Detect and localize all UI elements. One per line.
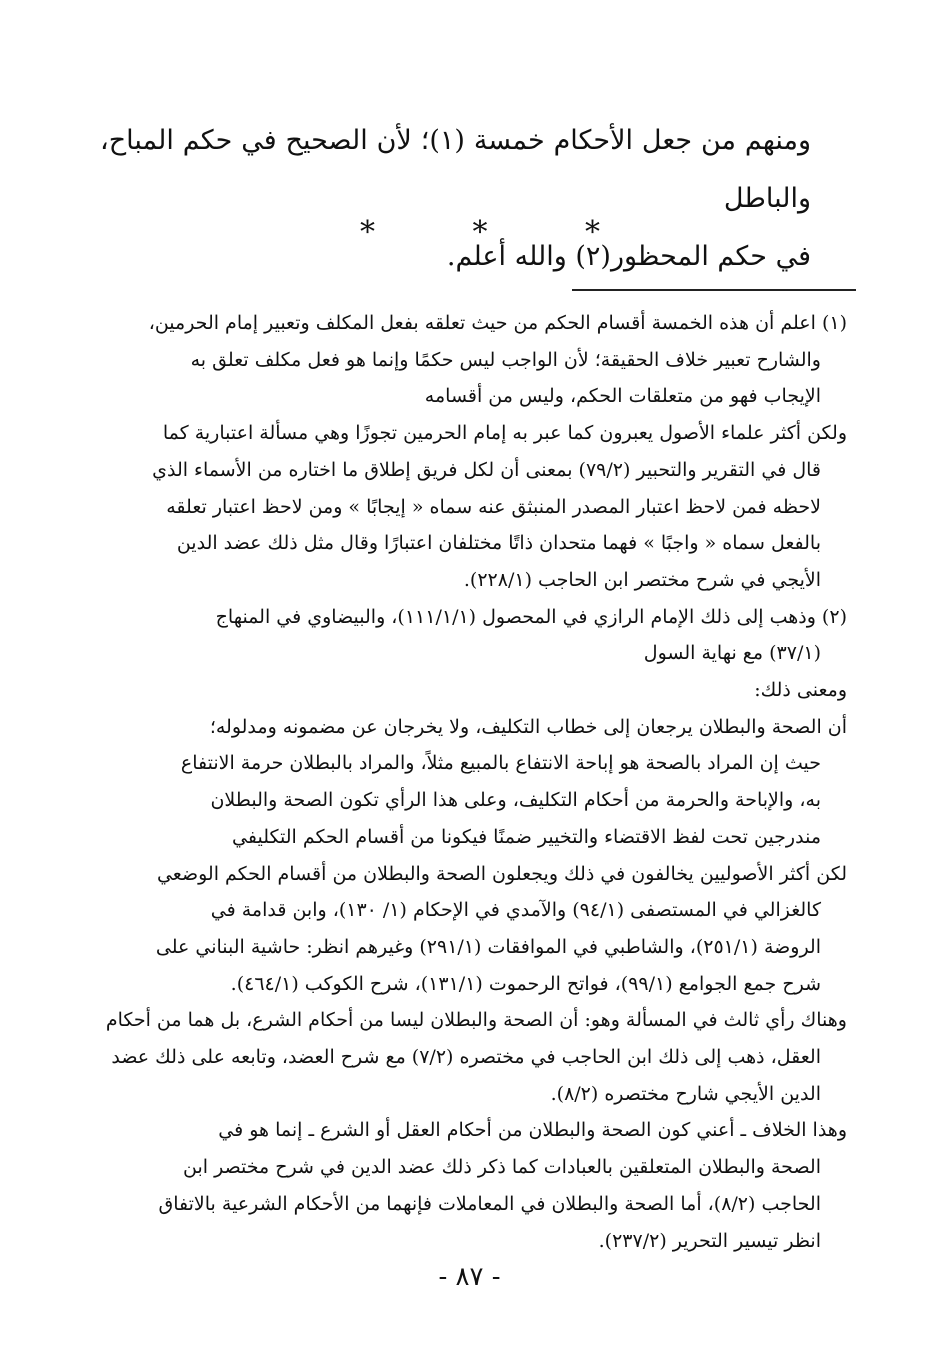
footnote-line: الدين الأيجي شارح مختصره (٨/٢). (550, 1082, 821, 1105)
footnote-line: العقل، ذهب إلى ذلك ابن الحاجب في مختصره (٧/٢) مع شرح العضد، وتابعه على ذلك عضد (111, 1046, 821, 1069)
footnote-line: الروضة (٢٥١/١)، والشاطبي في الموافقات (٢٩١/١) وغيرهم انظر: حاشية البناني على (155, 935, 821, 958)
footnote-line: لكن أكثر الأصوليين يخالفون في ذلك ويجعلون الصحة والبطلان من أقسام الحكم الوضعي (156, 862, 847, 885)
footnote-line: لاحظه فمن لاحظ اعتبار المصدر المنبثق عنه سماه « إيجابًا » ومن لاحظ اعتبار تعلقه (166, 495, 821, 518)
page-number: - ٨٧ - (438, 1262, 501, 1292)
footnote-line: (٣٧/١) مع نهاية السول (643, 642, 821, 665)
footnote-line: بالفعل سماه « واجبًا » فهما متحدان ذاتًا مختلفان اعتبارًا وقال مثل ذلك عضد الدين (176, 532, 821, 555)
footnote-line: مندرجين تحت لفظ الاقتضاء والتخيير ضمنًا فيكونا من أقسام الحكم التكليفي (232, 825, 821, 848)
main-text-line: في حكم المحظور(٢) والله أعلم. (446, 241, 811, 272)
footnote-rule (572, 289, 856, 291)
footnote-line: (١) اعلم أن هذه الخمسة أقسام الحكم من حيث تعلقه بفعل المكلف وتعبير إمام الحرمين، (148, 312, 847, 334)
main-text (100, 112, 811, 286)
footnote-line: الحاجب (٨/٢)، أما الصحة والبطلان في المعاملات فإنهما من الأحكام الشرعية بالاتفاق (158, 1192, 821, 1215)
footnote-line: الصحة والبطلان المتعلقين بالعبادات كما ذكر ذلك عضد الدين في شرح مختصر ابن (183, 1156, 821, 1179)
footnote-line: كالغزالي في المستصفى (٩٤/١) والآمدي في الإحكام (١/ ١٣٠)، وابن قدامة في (210, 899, 821, 922)
footnote-line: وهناك رأي ثالث في المسألة وهو: أن الصحة والبطلان ليسا من أحكام الشرع، بل هما من أحكام (105, 1009, 847, 1032)
asterisk-ornament: * (472, 214, 488, 250)
footnote-line: به، والإباحة والحرمة من أحكام التكليف، وعلى هذا الرأي تكون الصحة والبطلان (210, 789, 821, 812)
section-separator (360, 212, 600, 252)
footnote-line: شرح جمع الجوامع (٩٩/١)، فواتح الرحموت (١٣١/١)، شرح الكوكب (٤٦٤/١). (230, 972, 821, 995)
main-text-line: ومنهم من جعل الأحكام خمسة (١)؛ لأن الصحيح في حكم المباح، والباطل (100, 125, 811, 214)
asterisk-ornament: * (360, 214, 375, 250)
footnote-line: أن الصحة والبطلان يرجعان إلى خطاب التكليف، ولا يخرجان عن مضمونه ومدلوله؛ (209, 715, 847, 738)
footnote-line: حيث إن المراد بالصحة هو إباحة الانتفاع بالمبيع مثلاً، والمراد بالبطلان حرمة الانتفاع (180, 752, 821, 775)
footnote-line: (٢) وذهب إلى ذلك الإمام الرازي في المحصول (١١١/١/١)، والبيضاوي في المنهاج (215, 605, 847, 628)
footnote-line: قال في التقرير والتحبير (٧٩/٢) بمعنى أن لكل فريق إطلاق ما اختاره من الأسماء الذي (152, 458, 821, 481)
footnote-line: وهذا الخلاف ـ أعني كون الصحة والبطلان من أحكام العقل أو الشرع ـ إنما هو في (218, 1119, 847, 1142)
footnote-line: والشارح تعبير خلاف الحقيقة؛ لأن الواجب ليس حكمًا وإنما هو فعل مكلف تعلق به (190, 348, 821, 371)
footnotes (98, 305, 847, 1259)
footnote-line: انظر تيسير التحرير (٢٣٧/٢). (598, 1229, 821, 1252)
asterisk-ornament: * (585, 214, 600, 250)
footnote-line: ولكن أكثر علماء الأصول يعبرون كما عبر به إمام الحرمين تجوزًا وهي مسألة اعتبارية كما (162, 422, 847, 445)
footnote-line: الأيجي في شرح مختصر ابن الحاجب (٢٢٨/١). (463, 568, 821, 591)
footnote-line: الإيجاب فهو من متعلقات الحكم، وليس من أقسامه (424, 385, 821, 408)
footnote-line: ومعنى ذلك: (754, 679, 847, 702)
